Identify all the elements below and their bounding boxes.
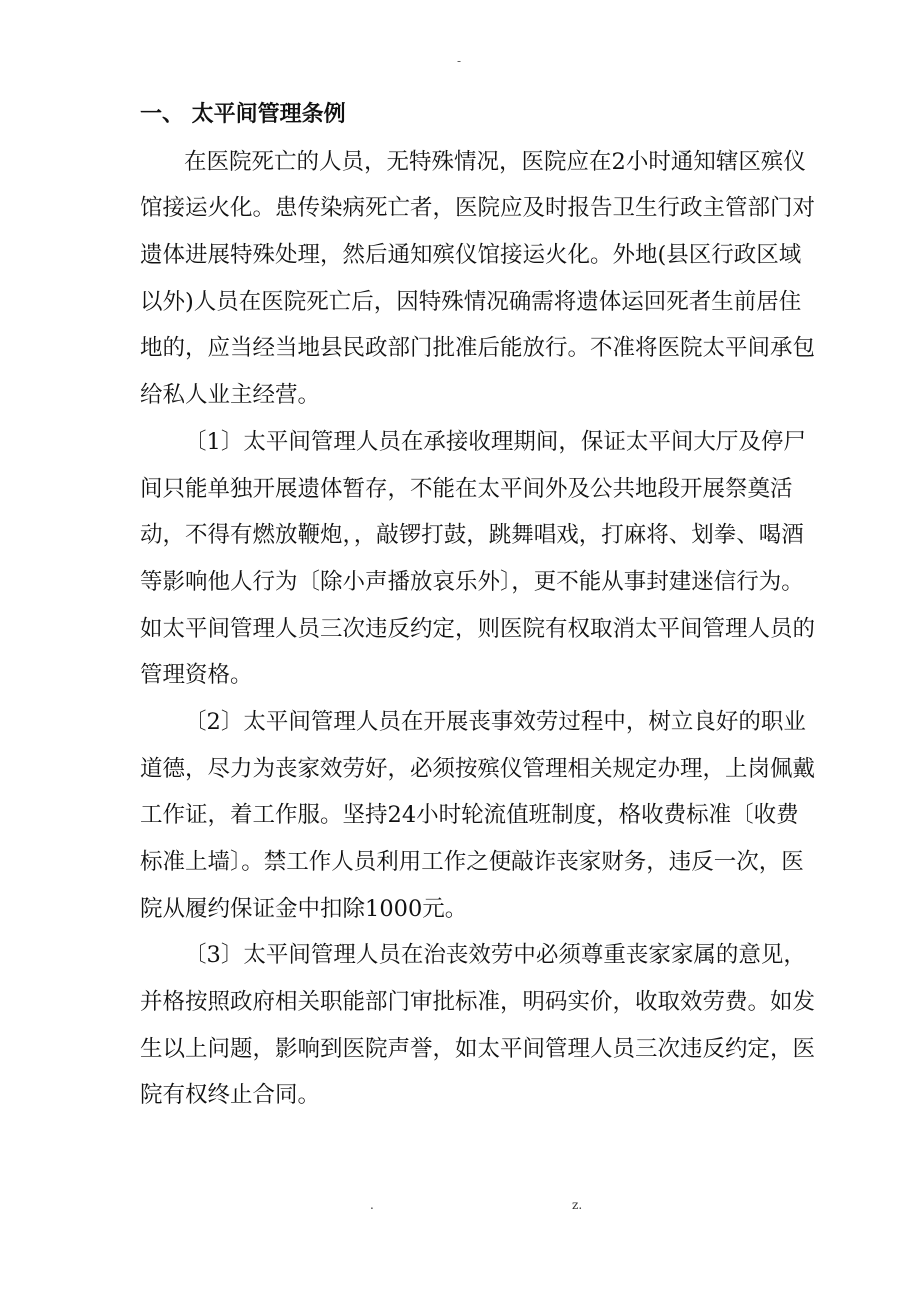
paragraph-3 (140, 699, 816, 932)
paragraph-line: 〔3〕太平间管理人员在治丧效劳中必须尊重丧家家属的意见， (184, 942, 806, 969)
paragraph-2 (140, 419, 816, 699)
paragraph-line: 遗体进展特殊处理，然后通知殡仪馆接运火化。外地(县区行政区域 (140, 242, 802, 269)
document-body (140, 92, 816, 1119)
paragraph-line: 标准上墙〕。禁工作人员利用工作之便敲诈丧家财务，违反一次，医 (140, 849, 804, 875)
paragraph-line: 等影响他人行为〔除小声播放哀乐外〕，更不能从事封建迷信行为。 (140, 568, 804, 595)
paragraph-line: 工作证，着工作服。坚持24小时轮流值班制度，格收费标准〔收费 (140, 802, 799, 829)
paragraph-line: 院有权终止合同。 (140, 1082, 321, 1109)
paragraph-line: 管理资格。 (140, 662, 253, 689)
paragraph-4 (140, 932, 816, 1119)
paragraph-line: 给私人业主经营。 (140, 382, 321, 409)
paragraph-line: 馆接运火化。患传染病死亡者，医院应及时报告卫生行政主管部门对 (140, 195, 816, 222)
paragraph-line: 动，不得有燃放鞭炮，，敲锣打鼓，跳舞唱戏，打麻将、划拳、喝酒 (140, 522, 804, 549)
paragraph-line: 并格按照政府相关职能部门审批标准，明码实价，收取效劳费。如发 (140, 989, 816, 1016)
paragraph-line: 〔2〕太平间管理人员在开展丧事效劳过程中，树立良好的职业 (184, 708, 806, 735)
footer-right-mark: z. (572, 1198, 583, 1212)
paragraph-line: 地的，应当经当地县民政部门批准后能放行。不准将医院太平间承包 (140, 335, 816, 362)
paragraph-1 (140, 139, 816, 419)
header-mark: - (457, 54, 462, 68)
paragraph-line: 在医院死亡的人员，无特殊情况，医院应在2小时通知辖区殡仪 (184, 148, 806, 175)
paragraph-line: 生以上问题，影响到医院声誉，如太平间管理人员三次违反约定，医 (140, 1035, 816, 1062)
paragraph-line: 以外)人员在医院死亡后，因特殊情况确需将遗体运回死者生前居住 (140, 288, 802, 315)
footer-left-mark: . (370, 1198, 374, 1212)
paragraph-line: 如太平间管理人员三次违反约定，则医院有权取消太平间管理人员的 (140, 615, 816, 642)
section-title: 一、 太平间管理条例 (140, 102, 346, 127)
paragraph-line: 院从履约保证金中扣除1000元。 (140, 895, 468, 922)
paragraph-line: 间只能单独开展遗体暂存，不能在太平间外及公共地段开展祭奠活 (140, 475, 793, 502)
paragraph-line: 〔1〕太平间管理人员在承接收理期间，保证太平间大厅及停尸 (184, 428, 806, 455)
paragraphs (140, 139, 816, 1119)
paragraph-line: 道德，尽力为丧家效劳好，必须按殡仪管理相关规定办理，上岗佩戴 (140, 755, 816, 782)
